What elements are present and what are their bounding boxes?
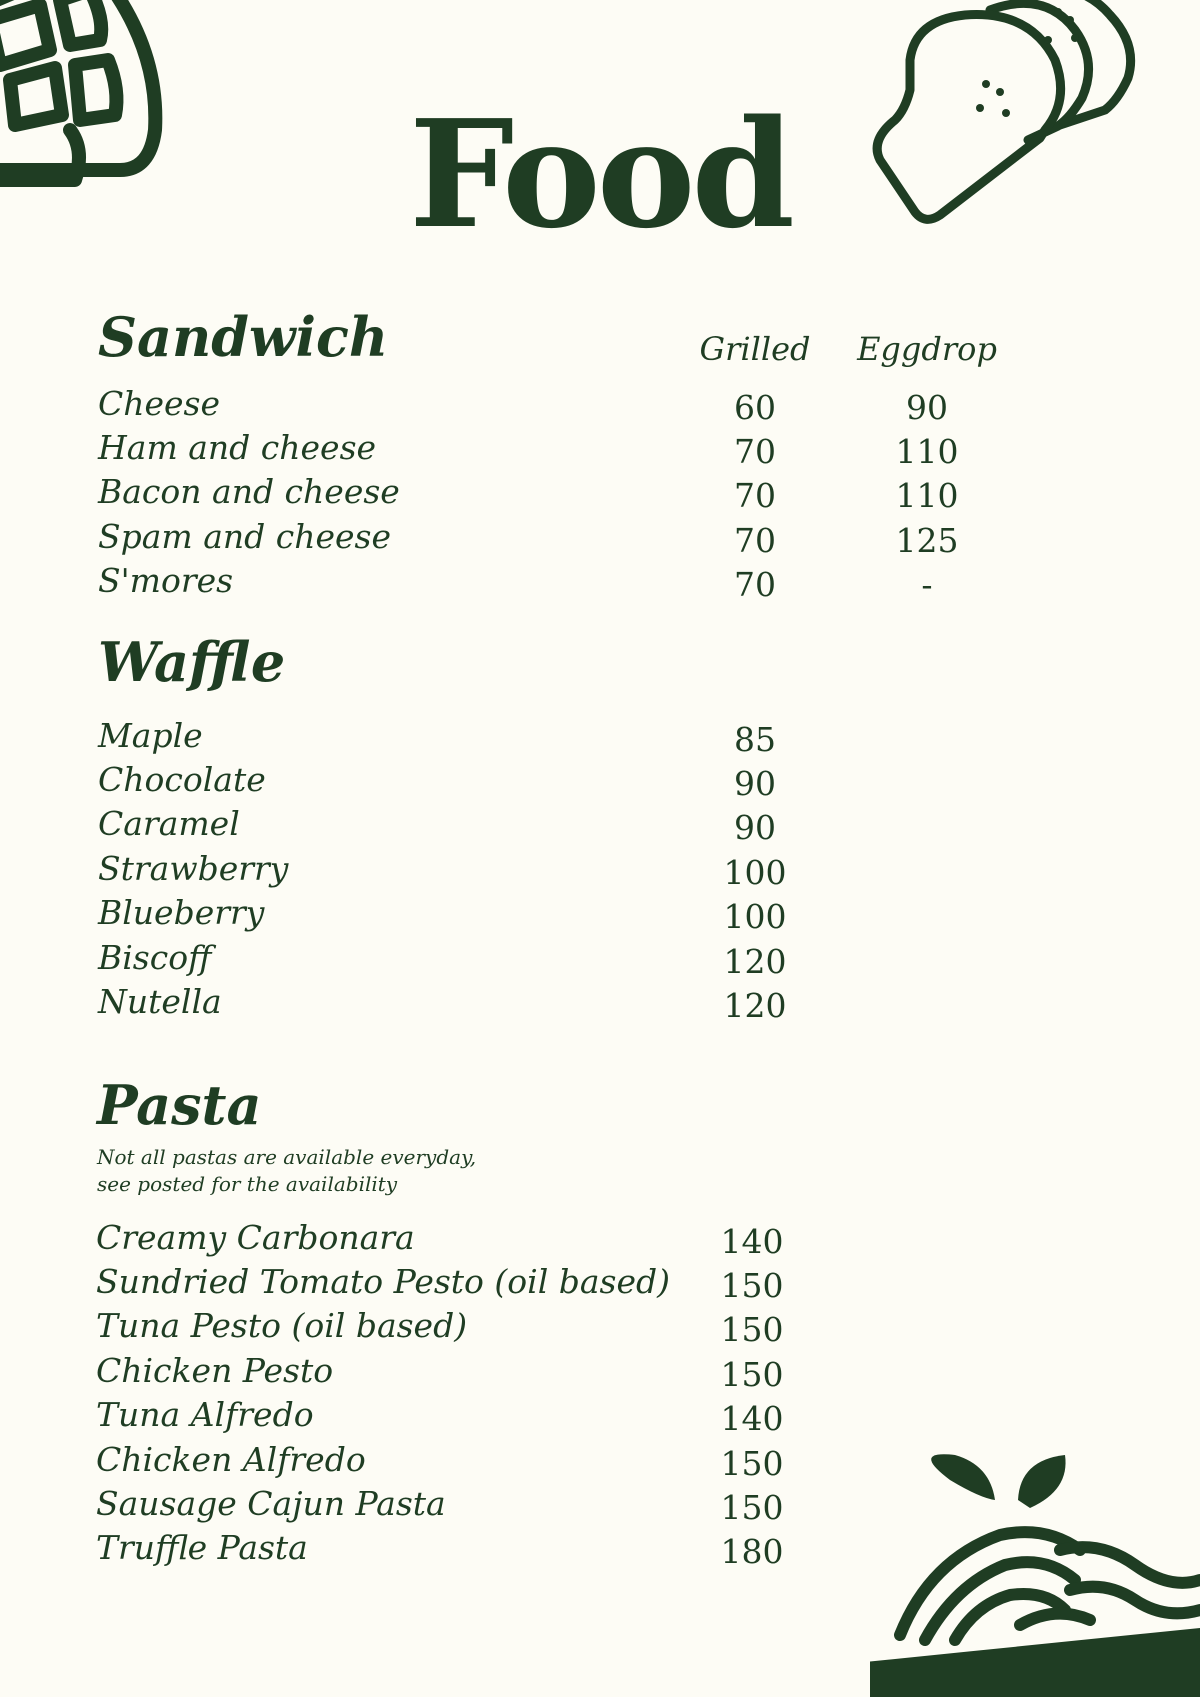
menu-row [0, 716, 1200, 763]
menu-row [0, 760, 1200, 807]
item-price: 120 [723, 986, 787, 1025]
availability-note [97, 1144, 597, 1198]
item-name: Strawberry [98, 849, 289, 888]
price-eggdrop: 90 [906, 388, 948, 427]
item-name: Biscoff [98, 938, 212, 977]
item-name: Cheese [98, 384, 221, 423]
menu-row [0, 472, 1200, 519]
menu-row [0, 1306, 1200, 1353]
menu-row [0, 384, 1200, 431]
item-name: Caramel [98, 804, 240, 843]
item-price: 150 [720, 1488, 784, 1527]
item-name: Nutella [98, 982, 222, 1021]
item-price: 150 [720, 1355, 784, 1394]
item-price: 150 [720, 1444, 784, 1483]
menu-row [0, 893, 1200, 940]
price-grilled: 70 [734, 565, 776, 604]
item-price: 140 [720, 1399, 784, 1438]
item-price: 100 [723, 853, 787, 892]
section-title-pasta: Pasta [97, 1073, 262, 1137]
price-grilled: 70 [734, 521, 776, 560]
price-eggdrop: 110 [895, 476, 959, 515]
menu-row [0, 1395, 1200, 1442]
item-name: Chicken Pesto [96, 1351, 334, 1390]
availability-note-line: Not all pastas are available everyday, [97, 1145, 477, 1169]
item-name: Maple [98, 716, 203, 755]
item-name: Sausage Cajun Pasta [96, 1484, 446, 1523]
item-name: Creamy Carbonara [96, 1218, 415, 1257]
item-name: Sundried Tomato Pesto (oil based) [96, 1262, 671, 1301]
item-price: 90 [734, 808, 776, 847]
menu-row [0, 428, 1200, 475]
item-name: Ham and cheese [98, 428, 377, 467]
menu-row [0, 517, 1200, 564]
item-price: 100 [723, 897, 787, 936]
availability-note-line: see posted for the availability [97, 1172, 398, 1196]
price-grilled: 70 [734, 476, 776, 515]
price-eggdrop: - [921, 565, 933, 604]
item-price: 140 [720, 1222, 784, 1261]
item-name: Truffle Pasta [96, 1528, 308, 1567]
column-header-grilled: Grilled [699, 330, 811, 368]
item-price: 150 [720, 1310, 784, 1349]
item-price: 120 [723, 942, 787, 981]
menu-row [0, 1351, 1200, 1398]
menu-row [0, 938, 1200, 985]
section-title-sandwich: Sandwich [98, 305, 389, 369]
menu-row [0, 1440, 1200, 1487]
menu-row [0, 1484, 1200, 1531]
item-price: 180 [720, 1532, 784, 1571]
menu-row [0, 561, 1200, 608]
menu-row [0, 982, 1200, 1029]
item-price: 90 [734, 764, 776, 803]
item-name: Spam and cheese [98, 517, 391, 556]
item-price: 150 [720, 1266, 784, 1305]
section-title-waffle: Waffle [98, 630, 286, 694]
item-name: Blueberry [98, 893, 265, 932]
item-name: Chicken Alfredo [96, 1440, 366, 1479]
item-name: S'mores [98, 561, 234, 600]
item-name: Tuna Alfredo [96, 1395, 314, 1434]
price-grilled: 70 [734, 432, 776, 471]
item-price: 85 [734, 720, 776, 759]
menu-row [0, 849, 1200, 896]
price-eggdrop: 110 [895, 432, 959, 471]
page-title: Food [409, 87, 791, 261]
menu-row [0, 804, 1200, 851]
item-name: Tuna Pesto (oil based) [96, 1306, 468, 1345]
column-header-eggdrop: Eggdrop [857, 330, 997, 368]
item-name: Chocolate [98, 760, 266, 799]
price-eggdrop: 125 [895, 521, 959, 560]
menu-row [0, 1262, 1200, 1309]
price-grilled: 60 [734, 388, 776, 427]
menu-row [0, 1218, 1200, 1265]
menu-row [0, 1528, 1200, 1575]
item-name: Bacon and cheese [98, 472, 400, 511]
